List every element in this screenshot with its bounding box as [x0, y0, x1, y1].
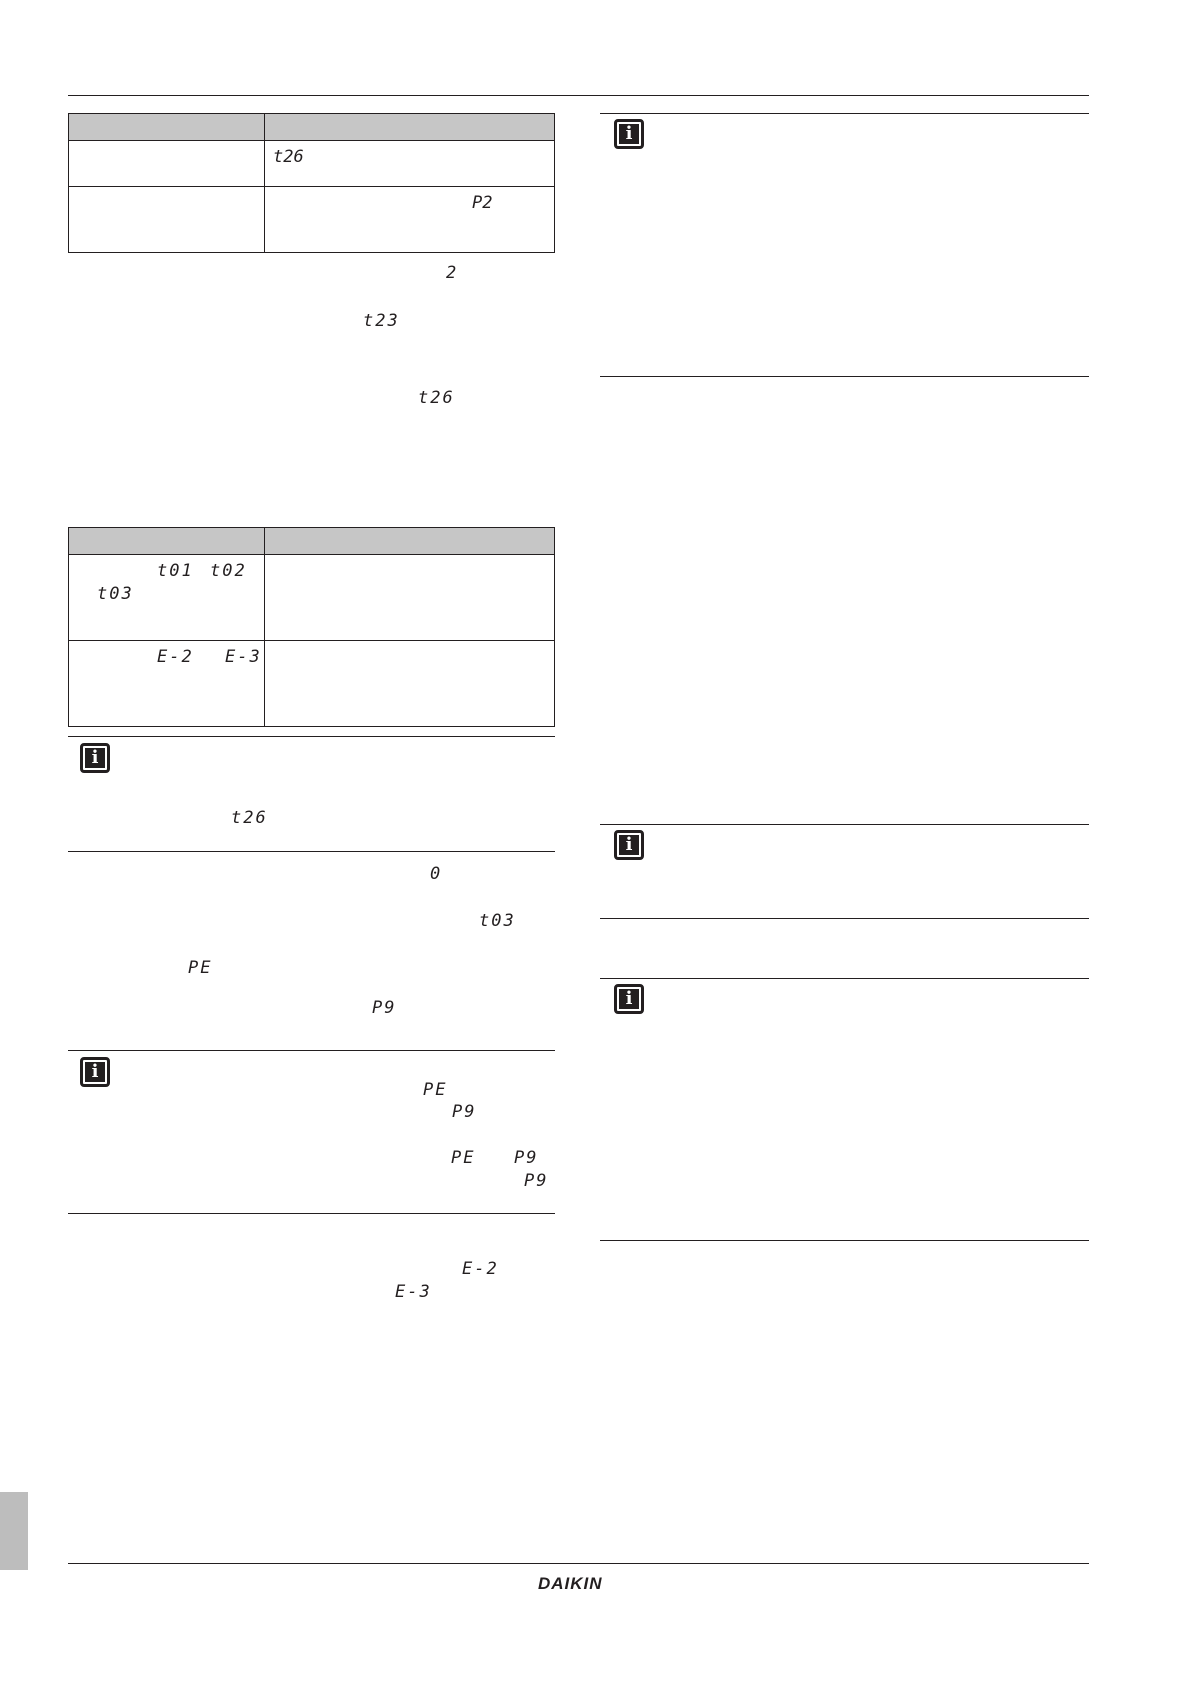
header-rule: [68, 95, 1089, 96]
table-row: [69, 187, 555, 253]
table-1-header-cell-1: [69, 114, 265, 141]
table-1-cell: t26: [265, 141, 555, 187]
display-code: t23: [363, 311, 400, 331]
display-code: E-2: [462, 1259, 499, 1279]
right-info-box-3-top-rule: [600, 978, 1089, 979]
right-info-box-3-bottom-rule: [600, 1240, 1089, 1241]
table-row: [69, 641, 555, 727]
display-code: 0: [430, 864, 443, 884]
table-2-header-cell-1: [69, 528, 265, 555]
display-code: t03: [97, 584, 134, 604]
display-code: 2: [446, 263, 459, 283]
display-code: t26: [418, 388, 455, 408]
display-code: t03: [479, 911, 516, 931]
info-box-2-bottom-rule: [68, 1213, 555, 1214]
display-code: P9: [524, 1171, 549, 1191]
table-2-cell: [265, 555, 555, 641]
table-1-header: [69, 114, 555, 141]
display-code: E-3: [225, 647, 262, 667]
table-2-cell: [265, 641, 555, 727]
display-code: t02: [210, 561, 247, 581]
table-row: [69, 141, 555, 187]
info-box-1-top-rule: [68, 736, 555, 737]
daikin-logo: DAIKIN: [538, 1574, 603, 1593]
table-2-header: [69, 528, 555, 555]
display-code: E-2: [157, 647, 194, 667]
info-icon: i: [80, 1057, 110, 1087]
display-code: t26: [231, 808, 268, 828]
right-info-box-2-top-rule: [600, 824, 1089, 825]
display-code: P9: [514, 1148, 539, 1168]
info-box-2-top-rule: [68, 1050, 555, 1051]
info-icon: i: [614, 119, 644, 149]
display-code: PE: [188, 958, 213, 978]
table-2-cell: [69, 555, 265, 641]
right-info-box-1-top-rule: [600, 113, 1089, 114]
table-2: [68, 527, 555, 727]
display-code: PE: [423, 1080, 448, 1100]
side-tab: [0, 1492, 28, 1570]
table-row: [69, 555, 555, 641]
table-1-cell: [265, 187, 555, 253]
table-2-header-cell-2: [265, 528, 555, 555]
display-code: t01: [157, 561, 194, 581]
table-1: [68, 113, 555, 253]
info-icon: i: [614, 830, 644, 860]
table-2-cell: [69, 641, 265, 727]
table-1-header-cell-2: [265, 114, 555, 141]
info-icon: i: [614, 984, 644, 1014]
info-icon: i: [80, 743, 110, 773]
display-code: PE: [451, 1148, 476, 1168]
display-code: P9: [372, 998, 397, 1018]
table-1-cell: [69, 141, 265, 187]
table-1-code: P2: [472, 193, 493, 213]
display-code: E-3: [395, 1282, 432, 1302]
right-info-box-2-bottom-rule: [600, 918, 1089, 919]
display-code: P9: [452, 1102, 477, 1122]
right-info-box-1-bottom-rule: [600, 376, 1089, 377]
info-box-1-bottom-rule: [68, 851, 555, 852]
table-1-cell: [69, 187, 265, 253]
footer-rule: [68, 1563, 1089, 1564]
